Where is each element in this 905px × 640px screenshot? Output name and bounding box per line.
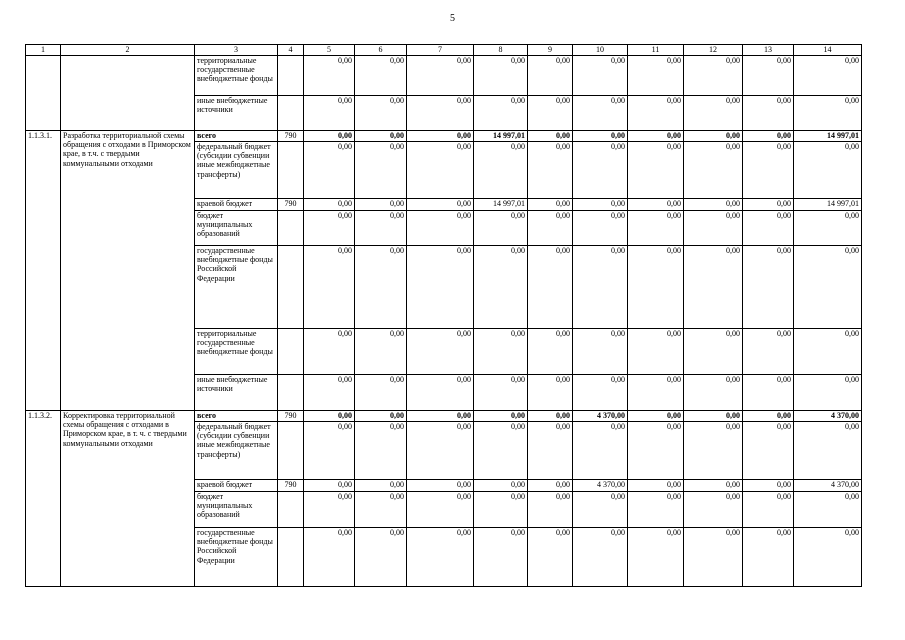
funding-source: федеральный бюджет (субсидии субвенции иные межбюджетные трансферты) [195, 142, 278, 199]
amount-cell: 0,00 [528, 422, 573, 480]
amount-cell: 0,00 [304, 131, 355, 142]
amount-cell: 0,00 [628, 411, 684, 422]
funding-source: государственные внебюджетные фонды Российской Федерации [195, 528, 278, 587]
amount-cell: 0,00 [573, 142, 628, 199]
amount-cell: 0,00 [794, 375, 862, 411]
amount-cell: 0,00 [743, 142, 794, 199]
amount-cell: 0,00 [528, 411, 573, 422]
amount-cell: 0,00 [407, 211, 474, 246]
amount-cell: 0,00 [628, 329, 684, 375]
budget-code [278, 492, 304, 528]
amount-cell: 0,00 [355, 56, 407, 96]
amount-cell: 0,00 [304, 375, 355, 411]
amount-cell: 0,00 [628, 422, 684, 480]
header-row [26, 45, 862, 56]
funding-source: всего [195, 411, 278, 422]
amount-cell: 0,00 [573, 375, 628, 411]
amount-cell: 0,00 [628, 96, 684, 131]
amount-cell: 0,00 [355, 480, 407, 492]
amount-cell: 0,00 [573, 528, 628, 587]
funding-source: федеральный бюджет (субсидии субвенции иные межбюджетные трансферты) [195, 422, 278, 480]
amount-cell: 0,00 [474, 329, 528, 375]
amount-cell: 0,00 [628, 480, 684, 492]
amount-cell: 0,00 [355, 142, 407, 199]
amount-cell: 0,00 [684, 142, 743, 199]
amount-cell: 0,00 [407, 96, 474, 131]
amount-cell: 0,00 [304, 528, 355, 587]
amount-cell: 0,00 [684, 56, 743, 96]
column-header: 14 [794, 45, 862, 56]
amount-cell: 0,00 [304, 329, 355, 375]
amount-cell: 0,00 [684, 246, 743, 329]
amount-cell: 0,00 [528, 492, 573, 528]
budget-code: 790 [278, 411, 304, 422]
amount-cell: 0,00 [743, 411, 794, 422]
amount-cell: 0,00 [684, 480, 743, 492]
amount-cell: 0,00 [474, 492, 528, 528]
amount-cell: 0,00 [684, 422, 743, 480]
amount-cell: 0,00 [794, 246, 862, 329]
amount-cell: 0,00 [573, 211, 628, 246]
budget-code: 790 [278, 199, 304, 211]
amount-cell: 14 997,01 [794, 131, 862, 142]
amount-cell: 0,00 [474, 246, 528, 329]
amount-cell: 0,00 [573, 422, 628, 480]
amount-cell: 0,00 [407, 142, 474, 199]
amount-cell: 0,00 [628, 131, 684, 142]
funding-source: краевой бюджет [195, 480, 278, 492]
amount-cell: 0,00 [528, 142, 573, 199]
amount-cell: 0,00 [474, 480, 528, 492]
amount-cell: 0,00 [355, 199, 407, 211]
table-row [26, 131, 862, 142]
amount-cell: 0,00 [628, 375, 684, 411]
funding-source: краевой бюджет [195, 199, 278, 211]
amount-cell: 0,00 [528, 131, 573, 142]
amount-cell: 0,00 [304, 211, 355, 246]
funding-source: государственные внебюджетные фонды Российской Федерации [195, 246, 278, 329]
amount-cell: 0,00 [407, 480, 474, 492]
budget-code [278, 211, 304, 246]
amount-cell: 0,00 [355, 96, 407, 131]
amount-cell: 0,00 [304, 199, 355, 211]
amount-cell: 0,00 [304, 422, 355, 480]
item-number: 1.1.3.1. [26, 131, 61, 411]
amount-cell: 0,00 [407, 131, 474, 142]
amount-cell: 0,00 [794, 492, 862, 528]
amount-cell: 0,00 [528, 211, 573, 246]
amount-cell: 0,00 [794, 528, 862, 587]
amount-cell: 0,00 [684, 375, 743, 411]
amount-cell: 0,00 [528, 480, 573, 492]
column-header: 3 [195, 45, 278, 56]
amount-cell: 0,00 [304, 96, 355, 131]
amount-cell: 0,00 [628, 211, 684, 246]
amount-cell: 0,00 [355, 246, 407, 329]
amount-cell: 0,00 [743, 131, 794, 142]
amount-cell: 0,00 [528, 96, 573, 131]
item-description: Корректировка территориальной схемы обращения с отходами в Приморском крае, в т. ч. с твердыми коммунальными отходами [61, 411, 195, 587]
amount-cell: 0,00 [743, 480, 794, 492]
amount-cell: 0,00 [304, 56, 355, 96]
amount-cell: 0,00 [743, 492, 794, 528]
amount-cell: 0,00 [628, 492, 684, 528]
column-header: 8 [474, 45, 528, 56]
amount-cell: 0,00 [794, 96, 862, 131]
amount-cell: 0,00 [528, 528, 573, 587]
column-header: 9 [528, 45, 573, 56]
amount-cell: 0,00 [743, 329, 794, 375]
amount-cell: 0,00 [573, 492, 628, 528]
amount-cell: 0,00 [628, 56, 684, 96]
budget-code [278, 96, 304, 131]
amount-cell: 0,00 [684, 528, 743, 587]
amount-cell: 0,00 [407, 411, 474, 422]
amount-cell: 14 997,01 [794, 199, 862, 211]
column-header: 1 [26, 45, 61, 56]
funding-source: бюджет муниципальных образований [195, 492, 278, 528]
amount-cell: 0,00 [407, 422, 474, 480]
amount-cell: 0,00 [684, 329, 743, 375]
amount-cell: 0,00 [474, 142, 528, 199]
amount-cell: 0,00 [407, 329, 474, 375]
amount-cell: 0,00 [794, 329, 862, 375]
amount-cell: 0,00 [528, 375, 573, 411]
column-header: 6 [355, 45, 407, 56]
amount-cell: 0,00 [304, 492, 355, 528]
amount-cell: 0,00 [474, 96, 528, 131]
amount-cell: 0,00 [528, 246, 573, 329]
amount-cell: 0,00 [684, 131, 743, 142]
amount-cell: 0,00 [743, 211, 794, 246]
amount-cell: 4 370,00 [573, 411, 628, 422]
amount-cell: 0,00 [355, 411, 407, 422]
amount-cell: 0,00 [628, 199, 684, 211]
page-number: 5 [450, 13, 455, 24]
amount-cell: 0,00 [355, 375, 407, 411]
amount-cell: 14 997,01 [474, 131, 528, 142]
amount-cell: 0,00 [743, 246, 794, 329]
amount-cell: 0,00 [573, 56, 628, 96]
budget-code [278, 375, 304, 411]
amount-cell: 0,00 [794, 142, 862, 199]
funding-source: всего [195, 131, 278, 142]
amount-cell: 0,00 [407, 528, 474, 587]
amount-cell: 0,00 [528, 199, 573, 211]
budget-code [278, 422, 304, 480]
amount-cell: 0,00 [684, 96, 743, 131]
amount-cell: 14 997,01 [474, 199, 528, 211]
funding-source: территориальные государственные внебюджетные фонды [195, 329, 278, 375]
budget-code: 790 [278, 131, 304, 142]
amount-cell: 0,00 [794, 211, 862, 246]
amount-cell: 0,00 [684, 211, 743, 246]
amount-cell: 0,00 [304, 411, 355, 422]
amount-cell: 0,00 [528, 329, 573, 375]
amount-cell: 0,00 [474, 56, 528, 96]
column-header: 5 [304, 45, 355, 56]
amount-cell: 0,00 [304, 480, 355, 492]
budget-code [278, 142, 304, 199]
table-row [26, 56, 862, 96]
column-header: 4 [278, 45, 304, 56]
amount-cell: 0,00 [355, 528, 407, 587]
amount-cell: 0,00 [474, 211, 528, 246]
amount-cell: 0,00 [743, 422, 794, 480]
item-number: 1.1.3.2. [26, 411, 61, 587]
amount-cell: 0,00 [684, 492, 743, 528]
amount-cell: 4 370,00 [794, 480, 862, 492]
amount-cell: 0,00 [794, 422, 862, 480]
amount-cell: 0,00 [407, 199, 474, 211]
amount-cell: 0,00 [684, 199, 743, 211]
item-description [61, 56, 195, 131]
amount-cell: 0,00 [407, 492, 474, 528]
amount-cell: 4 370,00 [794, 411, 862, 422]
budget-code [278, 246, 304, 329]
budget-code [278, 329, 304, 375]
amount-cell: 0,00 [573, 131, 628, 142]
item-description: Разработка территориальной схемы обращения с отходами в Приморском крае, в т.ч. с твердыми коммунальными отходами [61, 131, 195, 411]
column-header: 11 [628, 45, 684, 56]
amount-cell: 0,00 [573, 329, 628, 375]
column-header: 10 [573, 45, 628, 56]
amount-cell: 0,00 [743, 199, 794, 211]
item-number [26, 56, 61, 131]
amount-cell: 0,00 [628, 246, 684, 329]
budget-code [278, 528, 304, 587]
amount-cell: 0,00 [743, 375, 794, 411]
funding-source: бюджет муниципальных образований [195, 211, 278, 246]
amount-cell: 0,00 [407, 246, 474, 329]
funding-source: иные внебюджетные источники [195, 375, 278, 411]
amount-cell: 0,00 [474, 422, 528, 480]
amount-cell: 0,00 [743, 528, 794, 587]
amount-cell: 0,00 [474, 375, 528, 411]
funding-source: территориальные государственные внебюджетные фонды [195, 56, 278, 96]
budget-table [25, 44, 862, 587]
amount-cell: 0,00 [573, 96, 628, 131]
budget-code [278, 56, 304, 96]
funding-source: иные внебюджетные источники [195, 96, 278, 131]
amount-cell: 0,00 [304, 246, 355, 329]
amount-cell: 0,00 [407, 56, 474, 96]
amount-cell: 0,00 [573, 199, 628, 211]
amount-cell: 0,00 [743, 56, 794, 96]
budget-code: 790 [278, 480, 304, 492]
amount-cell: 0,00 [355, 131, 407, 142]
table-row [26, 411, 862, 422]
amount-cell: 0,00 [355, 329, 407, 375]
amount-cell: 0,00 [628, 142, 684, 199]
amount-cell: 0,00 [474, 411, 528, 422]
amount-cell: 4 370,00 [573, 480, 628, 492]
amount-cell: 0,00 [573, 246, 628, 329]
amount-cell: 0,00 [407, 375, 474, 411]
column-header: 2 [61, 45, 195, 56]
amount-cell: 0,00 [684, 411, 743, 422]
amount-cell: 0,00 [355, 492, 407, 528]
column-header: 13 [743, 45, 794, 56]
amount-cell: 0,00 [355, 422, 407, 480]
amount-cell: 0,00 [355, 211, 407, 246]
amount-cell: 0,00 [743, 96, 794, 131]
amount-cell: 0,00 [474, 528, 528, 587]
amount-cell: 0,00 [528, 56, 573, 96]
amount-cell: 0,00 [794, 56, 862, 96]
column-header: 7 [407, 45, 474, 56]
amount-cell: 0,00 [304, 142, 355, 199]
column-header: 12 [684, 45, 743, 56]
amount-cell: 0,00 [628, 528, 684, 587]
